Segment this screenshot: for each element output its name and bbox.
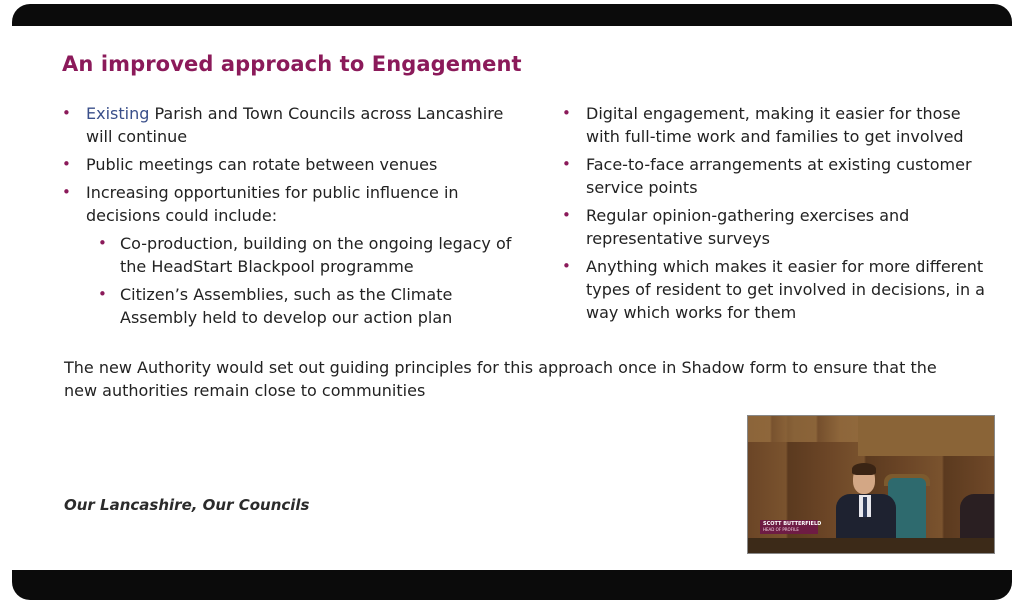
speaker-tie (863, 497, 867, 517)
speaker-hair (852, 463, 876, 475)
list-item (562, 102, 992, 148)
slide (12, 26, 1012, 570)
bullet-text: Regular opinion-gathering exercises and representative surveys (586, 206, 910, 248)
summary-text: The new Authority would set out guiding principles for this approach once in Shadow form to ensure that the new authorities remain close to communities (64, 358, 937, 400)
list-item (62, 153, 522, 176)
bullet-text: Face-to-face arrangements at existing customer service points (586, 155, 972, 197)
bullet-text: Increasing opportunities for public influence in decisions could include: (86, 183, 459, 225)
bullet-text: Parish and Town Councils across Lancashire will continue (86, 104, 504, 146)
sub-list-item (62, 232, 522, 278)
speaker-video-inset (747, 415, 995, 554)
list-item (562, 153, 992, 199)
highlighted-word: Existing (86, 104, 150, 123)
speaker-name: SCOTT BUTTERFIELD (763, 521, 822, 527)
speaker-role: HEAD OF PROFILE (763, 527, 799, 532)
list-item (562, 255, 992, 324)
list-item (62, 102, 522, 148)
sub-bullet-text: Co-production, building on the ongoing legacy of the HeadStart Blackpool programme (120, 234, 512, 276)
bullet-text: Public meetings can rotate between venues (86, 155, 438, 174)
right-bullet-list (562, 102, 992, 329)
left-bullet-list (62, 102, 522, 334)
slide-title: An improved approach to Engagement (62, 52, 522, 76)
sub-list-item (62, 283, 522, 329)
desk (748, 538, 994, 553)
wall-panel (858, 416, 994, 456)
speaker-name-caption (760, 520, 822, 534)
list-item (562, 204, 992, 250)
bullet-text: Anything which makes it easier for more different types of resident to get involved in decisions, in a way which works for them (586, 257, 985, 322)
bullet-text: Digital engagement, making it easier for those with full-time work and families to get involved (586, 104, 964, 146)
footer-tagline: Our Lancashire, Our Councils (64, 496, 310, 514)
sub-bullet-text: Citizen’s Assemblies, such as the Climate Assembly held to develop our action plan (120, 285, 453, 327)
list-item (62, 181, 522, 227)
